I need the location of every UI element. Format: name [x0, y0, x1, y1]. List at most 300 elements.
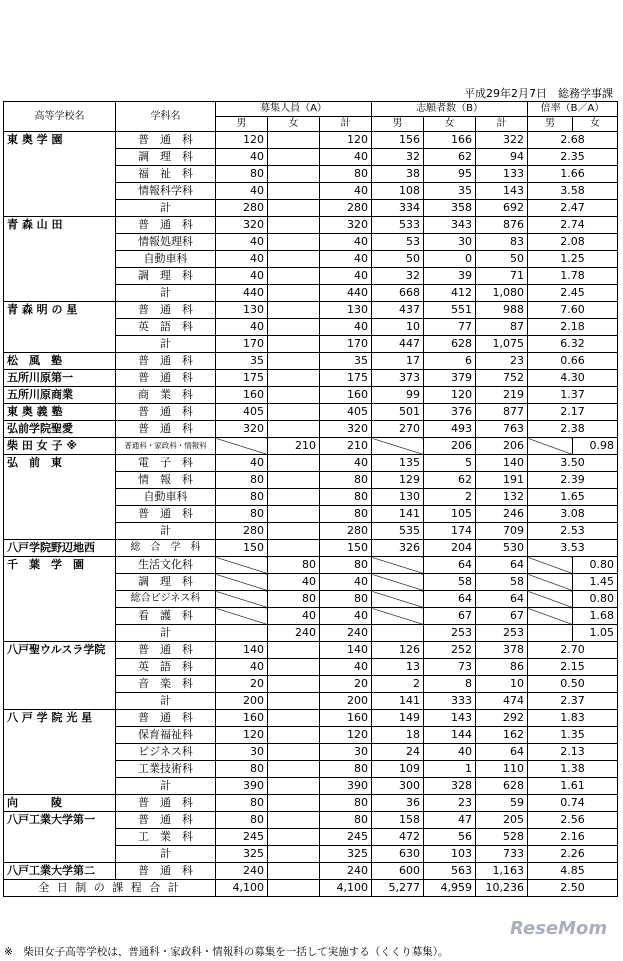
department-name: 計	[116, 625, 216, 642]
department-name: 普 通 科	[116, 217, 216, 234]
ratio-value: 1.38	[528, 761, 618, 778]
table-row	[4, 710, 618, 727]
applicants-total: 205	[476, 812, 528, 829]
recruit-total: 20	[320, 676, 372, 693]
applicants-female: 563	[424, 863, 476, 880]
recruit-male: 320	[216, 421, 268, 438]
recruit-male: 325	[216, 846, 268, 863]
department-name: 普 通 科	[116, 642, 216, 659]
applicants-total: 253	[476, 625, 528, 642]
header-applicants-female: 女	[424, 117, 476, 132]
recruit-male: 80	[216, 166, 268, 183]
applicants-total: 1,080	[476, 285, 528, 302]
recruit-male: 440	[216, 285, 268, 302]
recruit-total: 175	[320, 370, 372, 387]
applicants-male: 535	[372, 523, 424, 540]
recruit-total: 160	[320, 710, 372, 727]
recruit-total: 160	[320, 387, 372, 404]
recruit-female: 80	[268, 591, 320, 608]
department-name: 総合ビジネス科	[116, 591, 216, 608]
applicants-male: 18	[372, 727, 424, 744]
table-row	[4, 353, 618, 370]
department-name: 計	[116, 846, 216, 863]
applicants-male: 300	[372, 778, 424, 795]
recruit-female	[268, 353, 320, 370]
applicants-male: 334	[372, 200, 424, 217]
applicants-total: 877	[476, 404, 528, 421]
applicants-total: 67	[476, 608, 528, 625]
ratio-value: 1.66	[528, 166, 618, 183]
ratio-value: 2.53	[528, 523, 618, 540]
recruit-total: 40	[320, 608, 372, 625]
department-name: 保育福祉科	[116, 727, 216, 744]
recruit-total: 80	[320, 795, 372, 812]
school-name: 千 葉 学 園	[4, 557, 116, 642]
department-name: 福 祉 科	[116, 166, 216, 183]
recruit-female	[268, 251, 320, 268]
department-name: 英 語 科	[116, 659, 216, 676]
recruit-total: 390	[320, 778, 372, 795]
applicants-total: 83	[476, 234, 528, 251]
recruit-male: 390	[216, 778, 268, 795]
header-ratio-female: 女	[573, 117, 618, 132]
applicants-female: 62	[424, 149, 476, 166]
recruit-male-na	[216, 438, 268, 455]
recruit-male: 40	[216, 455, 268, 472]
department-name: 看 護 科	[116, 608, 216, 625]
ratio-value: 0.50	[528, 676, 618, 693]
applicants-male: 24	[372, 744, 424, 761]
recruit-total: 150	[320, 540, 372, 557]
applicants-male: 135	[372, 455, 424, 472]
recruit-male	[216, 625, 268, 642]
applicants-female: 328	[424, 778, 476, 795]
department-name: 音 楽 科	[116, 676, 216, 693]
application-table	[3, 101, 618, 897]
recruit-female	[268, 234, 320, 251]
recruit-female	[268, 132, 320, 149]
department-name: 調 理 科	[116, 268, 216, 285]
school-name: 五所川原商業	[4, 387, 116, 404]
recruit-female	[268, 166, 320, 183]
applicants-female: 8	[424, 676, 476, 693]
applicants-female: 103	[424, 846, 476, 863]
applicants-female: 77	[424, 319, 476, 336]
applicants-total: 58	[476, 574, 528, 591]
grand-total-applicants-male: 5,277	[372, 880, 424, 897]
ratio-male-na	[528, 574, 573, 591]
recruit-total: 80	[320, 166, 372, 183]
department-name: 普 通 科	[116, 795, 216, 812]
applicants-male-na	[372, 438, 424, 455]
recruit-female	[268, 455, 320, 472]
applicants-total: 1,163	[476, 863, 528, 880]
table-row	[4, 540, 618, 557]
school-name: 東 奥 学 園	[4, 132, 116, 217]
applicants-total: 219	[476, 387, 528, 404]
ratio-male-na	[528, 608, 573, 625]
applicants-female: 358	[424, 200, 476, 217]
department-name: 調 理 科	[116, 574, 216, 591]
header-applicants-total: 計	[476, 117, 528, 132]
recruit-female	[268, 846, 320, 863]
department-name: 電 子 科	[116, 455, 216, 472]
ratio-value: 2.35	[528, 149, 618, 166]
recruit-male: 280	[216, 200, 268, 217]
applicants-total: 86	[476, 659, 528, 676]
recruit-total: 170	[320, 336, 372, 353]
recruit-total: 240	[320, 625, 372, 642]
grand-total-applicants-female: 4,959	[424, 880, 476, 897]
recruit-female	[268, 710, 320, 727]
ratio-value: 2.18	[528, 319, 618, 336]
ratio-value: 1.25	[528, 251, 618, 268]
department-name: 計	[116, 523, 216, 540]
recruit-male-na	[216, 557, 268, 574]
recruit-total: 440	[320, 285, 372, 302]
application-table-wrapper	[3, 101, 617, 897]
recruit-total: 325	[320, 846, 372, 863]
recruit-male-na	[216, 608, 268, 625]
applicants-female: 204	[424, 540, 476, 557]
applicants-female: 376	[424, 404, 476, 421]
school-name: 八戸学院野辺地西	[4, 540, 116, 557]
applicants-male: 126	[372, 642, 424, 659]
recruit-male: 40	[216, 251, 268, 268]
ratio-value: 2.70	[528, 642, 618, 659]
department-name: 情 報 科	[116, 472, 216, 489]
recruit-total: 140	[320, 642, 372, 659]
ratio-male	[528, 625, 573, 642]
applicants-female: 379	[424, 370, 476, 387]
applicants-total: 64	[476, 744, 528, 761]
applicants-total: 628	[476, 778, 528, 795]
applicants-male: 36	[372, 795, 424, 812]
applicants-total: 733	[476, 846, 528, 863]
ratio-value: 1.61	[528, 778, 618, 795]
table-row	[4, 387, 618, 404]
applicants-total: 23	[476, 353, 528, 370]
applicants-male: 149	[372, 710, 424, 727]
table-row	[4, 370, 618, 387]
applicants-male-na	[372, 591, 424, 608]
applicants-female: 2	[424, 489, 476, 506]
recruit-total: 280	[320, 523, 372, 540]
applicants-total: 528	[476, 829, 528, 846]
applicants-male: 600	[372, 863, 424, 880]
applicants-female: 64	[424, 557, 476, 574]
recruit-female	[268, 693, 320, 710]
applicants-male-na	[372, 608, 424, 625]
applicants-male: 270	[372, 421, 424, 438]
applicants-male: 158	[372, 812, 424, 829]
applicants-male: 2	[372, 676, 424, 693]
applicants-total: 64	[476, 557, 528, 574]
recruit-male: 175	[216, 370, 268, 387]
recruit-male: 80	[216, 812, 268, 829]
recruit-female	[268, 183, 320, 200]
applicants-female: 252	[424, 642, 476, 659]
school-name: 松 風 塾	[4, 353, 116, 370]
recruit-male-na	[216, 574, 268, 591]
department-name: 工業技術科	[116, 761, 216, 778]
applicants-total: 292	[476, 710, 528, 727]
applicants-female: 23	[424, 795, 476, 812]
ratio-value: 3.53	[528, 540, 618, 557]
recruit-female	[268, 659, 320, 676]
ratio-value: 2.13	[528, 744, 618, 761]
department-name: 計	[116, 200, 216, 217]
applicants-male: 53	[372, 234, 424, 251]
recruit-male: 320	[216, 217, 268, 234]
applicants-female: 105	[424, 506, 476, 523]
table-row	[4, 421, 618, 438]
recruit-female	[268, 421, 320, 438]
recruit-total: 80	[320, 506, 372, 523]
recruit-total: 130	[320, 302, 372, 319]
ratio-value: 3.58	[528, 183, 618, 200]
applicants-total: 110	[476, 761, 528, 778]
department-name: 英 語 科	[116, 319, 216, 336]
school-name: 八 戸 学 院 光 星	[4, 710, 116, 795]
recruit-female	[268, 370, 320, 387]
applicants-male: 130	[372, 489, 424, 506]
recruit-total: 320	[320, 217, 372, 234]
recruit-female	[268, 336, 320, 353]
ratio-female: 0.80	[573, 557, 618, 574]
recruit-total: 80	[320, 557, 372, 574]
applicants-male: 472	[372, 829, 424, 846]
department-name: 普 通 科	[116, 863, 216, 880]
applicants-total: 530	[476, 540, 528, 557]
ratio-female: 1.68	[573, 608, 618, 625]
department-name: 普 通 科	[116, 812, 216, 829]
applicants-female: 56	[424, 829, 476, 846]
ratio-value: 1.37	[528, 387, 618, 404]
department-name: 普 通 科	[116, 404, 216, 421]
applicants-male: 326	[372, 540, 424, 557]
applicants-male: 373	[372, 370, 424, 387]
applicants-female: 143	[424, 710, 476, 727]
ratio-value: 0.66	[528, 353, 618, 370]
applicants-female: 412	[424, 285, 476, 302]
applicants-female: 628	[424, 336, 476, 353]
recruit-total: 40	[320, 251, 372, 268]
department-name: 普 通 科	[116, 370, 216, 387]
school-name: 柴 田 女 子 ※	[4, 438, 116, 455]
recruit-total: 200	[320, 693, 372, 710]
recruit-male: 200	[216, 693, 268, 710]
applicants-female: 174	[424, 523, 476, 540]
recruit-total: 40	[320, 268, 372, 285]
recruit-male: 245	[216, 829, 268, 846]
applicants-total: 133	[476, 166, 528, 183]
ratio-value: 2.17	[528, 404, 618, 421]
recruit-total: 80	[320, 472, 372, 489]
applicants-male: 17	[372, 353, 424, 370]
department-name: 普 通 科	[116, 506, 216, 523]
applicants-total: 71	[476, 268, 528, 285]
ratio-value: 4.30	[528, 370, 618, 387]
applicants-male: 32	[372, 268, 424, 285]
recruit-female: 210	[268, 438, 320, 455]
applicants-female: 343	[424, 217, 476, 234]
ratio-value: 2.68	[528, 132, 618, 149]
school-name: 八戸工業大学第一	[4, 812, 116, 863]
recruit-male: 80	[216, 761, 268, 778]
recruit-total: 35	[320, 353, 372, 370]
applicants-male: 13	[372, 659, 424, 676]
header-recruit-total: 計	[320, 117, 372, 132]
table-row	[4, 217, 618, 234]
applicants-total: 140	[476, 455, 528, 472]
recruit-total: 30	[320, 744, 372, 761]
ratio-female: 1.05	[573, 625, 618, 642]
recruit-total: 40	[320, 183, 372, 200]
table-row	[4, 795, 618, 812]
applicants-male: 99	[372, 387, 424, 404]
applicants-female: 0	[424, 251, 476, 268]
department-name: 生活文化科	[116, 557, 216, 574]
school-name: 八戸工業大学第二	[4, 863, 116, 880]
recruit-female	[268, 642, 320, 659]
applicants-male: 501	[372, 404, 424, 421]
recruit-female	[268, 268, 320, 285]
applicants-male: 668	[372, 285, 424, 302]
recruit-female	[268, 540, 320, 557]
ratio-value: 2.56	[528, 812, 618, 829]
recruit-female	[268, 727, 320, 744]
grand-total-label: 全 日 制 の 課 程 合 計	[4, 880, 216, 897]
table-row	[4, 455, 618, 472]
recruit-female	[268, 744, 320, 761]
applicants-male-na	[372, 574, 424, 591]
recruit-female: 40	[268, 608, 320, 625]
department-name: 計	[116, 778, 216, 795]
applicants-female: 166	[424, 132, 476, 149]
recruit-female	[268, 149, 320, 166]
applicants-male: 141	[372, 506, 424, 523]
applicants-female: 144	[424, 727, 476, 744]
recruit-male: 80	[216, 472, 268, 489]
applicants-female: 39	[424, 268, 476, 285]
header-applicants: 志願者数（B）	[372, 102, 528, 117]
applicants-female: 35	[424, 183, 476, 200]
recruit-male: 170	[216, 336, 268, 353]
recruit-total: 40	[320, 319, 372, 336]
applicants-total: 378	[476, 642, 528, 659]
applicants-total: 763	[476, 421, 528, 438]
ratio-value: 2.38	[528, 421, 618, 438]
department-name: 普 通 科	[116, 132, 216, 149]
recruit-total: 240	[320, 863, 372, 880]
ratio-value: 1.35	[528, 727, 618, 744]
recruit-male: 40	[216, 183, 268, 200]
header-ratio: 倍率（B／A）	[528, 102, 618, 117]
recruit-male: 160	[216, 710, 268, 727]
ratio-female: 1.45	[573, 574, 618, 591]
recruit-total: 80	[320, 591, 372, 608]
school-name: 弘 前 東	[4, 455, 116, 540]
ratio-value: 2.15	[528, 659, 618, 676]
applicants-male	[372, 625, 424, 642]
applicants-female: 67	[424, 608, 476, 625]
recruit-total: 80	[320, 489, 372, 506]
table-row	[4, 812, 618, 829]
ratio-value: 2.45	[528, 285, 618, 302]
table-row	[4, 642, 618, 659]
applicants-male: 38	[372, 166, 424, 183]
recruit-male: 240	[216, 863, 268, 880]
applicants-female: 551	[424, 302, 476, 319]
applicants-female: 95	[424, 166, 476, 183]
recruit-female	[268, 761, 320, 778]
recruit-female: 80	[268, 557, 320, 574]
applicants-total: 143	[476, 183, 528, 200]
applicants-male: 630	[372, 846, 424, 863]
recruit-total: 245	[320, 829, 372, 846]
table-row	[4, 438, 618, 455]
recruit-male: 280	[216, 523, 268, 540]
applicants-female: 493	[424, 421, 476, 438]
table-row	[4, 132, 618, 149]
applicants-total: 64	[476, 591, 528, 608]
recruit-male: 40	[216, 234, 268, 251]
recruit-male: 160	[216, 387, 268, 404]
recruit-male-na	[216, 591, 268, 608]
grand-total-row	[4, 880, 618, 897]
ratio-value: 2.08	[528, 234, 618, 251]
applicants-female: 73	[424, 659, 476, 676]
recruit-male: 40	[216, 319, 268, 336]
applicants-male: 141	[372, 693, 424, 710]
applicants-total: 876	[476, 217, 528, 234]
recruit-female	[268, 489, 320, 506]
header-ratio-male: 男	[528, 117, 573, 132]
recruit-total: 320	[320, 421, 372, 438]
recruit-male: 120	[216, 132, 268, 149]
recruit-female: 240	[268, 625, 320, 642]
recruit-female	[268, 302, 320, 319]
applicants-total: 59	[476, 795, 528, 812]
department-name: 商 業 科	[116, 387, 216, 404]
recruit-total: 405	[320, 404, 372, 421]
ratio-value: 2.47	[528, 200, 618, 217]
recruit-male: 80	[216, 506, 268, 523]
recruit-female	[268, 200, 320, 217]
recruit-female	[268, 217, 320, 234]
applicants-total: 191	[476, 472, 528, 489]
applicants-male: 108	[372, 183, 424, 200]
school-name: 青 森 山 田	[4, 217, 116, 302]
recruit-female	[268, 778, 320, 795]
ratio-male-na	[528, 591, 573, 608]
department-name: 普通科・家政科・情報科	[116, 438, 216, 455]
ratio-value: 3.08	[528, 506, 618, 523]
applicants-female: 1	[424, 761, 476, 778]
recruit-total: 40	[320, 234, 372, 251]
recruit-total: 210	[320, 438, 372, 455]
department-name: 計	[116, 693, 216, 710]
recruit-female: 40	[268, 574, 320, 591]
recruit-male: 20	[216, 676, 268, 693]
applicants-male: 533	[372, 217, 424, 234]
recruit-total: 80	[320, 812, 372, 829]
recruit-total: 40	[320, 455, 372, 472]
ratio-female: 0.98	[573, 438, 618, 455]
ratio-value: 4.85	[528, 863, 618, 880]
applicants-total: 87	[476, 319, 528, 336]
